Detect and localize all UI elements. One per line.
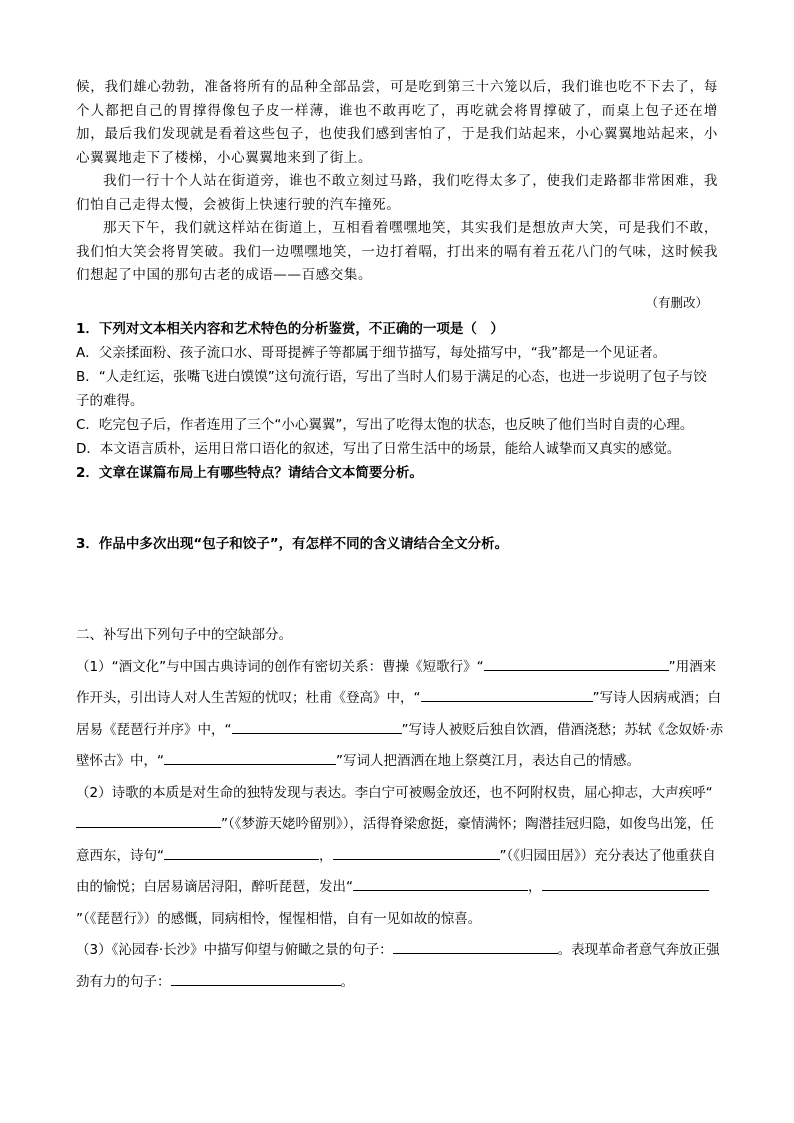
answer-blank[interactable] <box>353 874 528 891</box>
answer-blank[interactable] <box>76 811 221 828</box>
answer-blank[interactable] <box>421 685 593 702</box>
reading-passage <box>76 76 718 288</box>
answer-blank[interactable] <box>393 937 558 954</box>
answer-blank[interactable] <box>232 717 402 734</box>
answer-blank[interactable] <box>164 748 336 765</box>
question-2: 2．文章在谋篇布局上有哪些特点？请结合文本简要分析。 <box>76 465 423 481</box>
passage-paragraph: 我们一行十个人站在街道旁，谁也不敢立刻过马路，我们吃得太多了，使我们走路都非常困难，我们怕自己走得太慢，会被街上快速行驶的汽车撞死。 <box>76 173 718 213</box>
question-1: 1．下列对文本相关内容和艺术特色的分析鉴赏，不正确的一项是（ ） <box>76 321 504 337</box>
option-a: A．父亲揉面粉、孩子流口水、哥哥提裤子等都属于细节描写，每处描写中，“我”都是一个见证者。 <box>76 345 667 361</box>
option-d: D．本文语言质朴，运用日常口语化的叙述，写出了日常生活中的场景，能给人诚挚而又真实的感觉。 <box>76 441 681 457</box>
passage-paragraph: 候，我们雄心勃勃，准备将所有的品种全部品尝，可是吃到第三十六笼以后，我们谁也吃不下去了，每个人都把自己的胃撑得像包子皮一样薄，谁也不敢再吃了，再吃就会将胃撑破了，而桌上包子还在增加，最后我们发现就是看着这些包子，也使我们感到害怕了，于是我们站起来，小心翼翼地站起来，小心翼翼地走下了楼梯，小心翼翼地来到了街上。 <box>76 79 718 166</box>
question-3: 3．作品中多次出现“包子和饺子”，有怎样不同的含义请结合全文分析。 <box>76 536 509 552</box>
fill-item-1: （1）“酒文化”与中国古典诗词的创作有密切关系：曹操《短歌行》“ ”用酒来作开头，引出诗人对人生苦短的忧叹；杜甫《登高》中，“ ”写诗人因病戒酒；白居易《琵琶行并序》中，“ ”写诗人被贬后独自饮酒，借酒浇愁；苏轼《念奴娇·赤壁怀古》中，“ ”写词人把酒洒在地上祭奠江月，表达自己的情感。 <box>76 652 726 778</box>
section-heading: 二、补写出下列句子中的空缺部分。 <box>76 627 292 643</box>
option-c: C．吃完包子后，作者连用了三个“小心翼翼”，写出了吃得太饱的状态，也反映了他们当时自责的心理。 <box>76 417 694 433</box>
answer-blank[interactable] <box>171 969 341 986</box>
option-b: B．“人走红运，张嘴飞进白馍馍”这句流行语，写出了当时人们易于满足的心态，也进一步说明了包子与饺子的难得。 <box>76 369 707 409</box>
source-note: （有删改） <box>645 295 708 310</box>
fill-item-2: （2）诗歌的本质是对生命的独特发现与表达。李白宁可被赐金放还，也不阿附权贵，屈心抑志，大声疾呼“”（《梦游天姥吟留别》），活得脊梁愈挺，豪情满怀；陶潜挂冠归隐，如俊鸟出笼，任意西东，诗句“ ， ”（《归园田居》）充分表达了他重获自由的愉悦；白居易谪居浔阳，醉听琵琶，发出“ ，”（《琵琶行》）的感慨，同病相怜，惺惺相惜，自有一见如故的惊喜。 <box>76 784 716 927</box>
answer-blank[interactable] <box>333 843 500 860</box>
passage-paragraph: 那天下午，我们就这样站在街道上，互相看着嘿嘿地笑，其实我们是想放声大笑，可是我们不敢，我们怕大笑会将胃笑破。我们一边嘿嘿地笑，一边打着嗝，打出来的嗝有着五花八门的气味，这时候我们想起了中国的那句古老的成语——百感交集。 <box>76 220 718 283</box>
answer-blank[interactable] <box>484 654 669 671</box>
answer-blank[interactable] <box>542 874 709 891</box>
section-2 <box>76 620 726 998</box>
fill-item-3: （3）《沁园春·长沙》中描写仰望与俯瞰之景的句子： 。表现革命者意气奔放正强劲有力的句子： 。 <box>76 935 726 998</box>
answer-blank[interactable] <box>164 843 319 860</box>
